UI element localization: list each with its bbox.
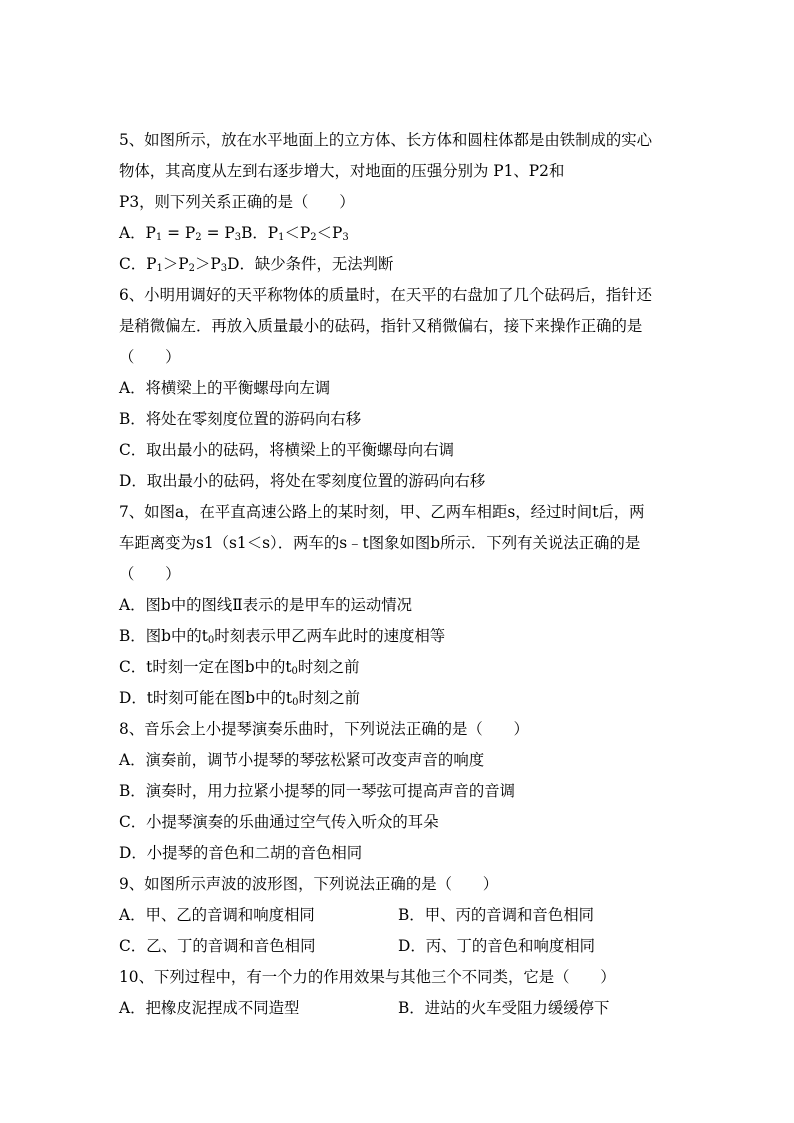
q10-option-b: B．进站的火车受阻力缓缓停下 (398, 999, 610, 1017)
q9-option-a: A．甲、乙的音调和响度相同 (119, 906, 315, 924)
q7-option-d: D．t时刻可能在图b中的$t_0$时刻之前 (119, 689, 361, 708)
q5-stem-line-3: P3，则下列关系正确的是（ ） (119, 193, 355, 211)
q6-option-b: B．将处在零刻度位置的游码向右移 (119, 410, 362, 428)
q10-stem: 10、下列过程中，有一个力的作用效果与其他三个不同类，它是（ ） (119, 968, 616, 986)
q8-option-d: D．小提琴的音色和二胡的音色相同 (119, 844, 363, 862)
q6-stem-line-3: （ ） (119, 348, 181, 366)
q8-option-c: C．小提琴演奏的乐曲通过空气传入听众的耳朵 (119, 813, 439, 831)
q9-option-c: C．乙、丁的音调和音色相同 (119, 937, 316, 955)
q8-option-a: A．演奏前，调节小提琴的琴弦松紧可改变声音的响度 (119, 751, 485, 769)
q5-stem-line-1: 5、如图所示，放在水平地面上的立方体、长方体和圆柱体都是由铁制成的实心 (119, 131, 653, 149)
q7-option-b: B．图b中的$t_0$时刻表示甲乙两车此时的速度相等 (119, 627, 446, 646)
q9-option-d: D．丙、丁的音色和响度相同 (398, 937, 596, 955)
q6-option-d: D．取出最小的砝码，将处在零刻度位置的游码向右移 (119, 472, 486, 490)
q6-option-c: C．取出最小的砝码，将横梁上的平衡螺母向右调 (119, 441, 454, 459)
q7-stem-line-2: 车距离变为s1（s1＜s）．两车的s﹣t图象如图b所示．下列有关说法正确的是 (119, 534, 641, 552)
q9-stem: 9、如图所示声波的波形图，下列说法正确的是（ ） (119, 875, 499, 893)
q9-option-b: B．甲、丙的音调和音色相同 (398, 906, 594, 924)
q6-stem-line-1: 6、小明用调好的天平称物体的质量时，在天平的右盘加了几个砝码后，指针还 (119, 286, 653, 304)
q5-stem-line-2: 物体，其高度从左到右逐步增大，对地面的压强分别为 P1、P2和 (119, 162, 565, 180)
q8-stem: 8、音乐会上小提琴演奏乐曲时，下列说法正确的是（ ） (119, 720, 529, 738)
q6-option-a: A．将横梁上的平衡螺母向左调 (119, 379, 331, 397)
q7-stem-line-1: 7、如图a，在平直高速公路上的某时刻，甲、乙两车相距s，经过时间t后，两 (119, 503, 645, 521)
q7-stem-line-3: （ ） (119, 565, 181, 583)
q5-options-ab: A．$P_1 = P_2 = P_3B$．$P_1<P_2<P_3$ (119, 224, 349, 243)
q7-option-c: C．t时刻一定在图b中的$t_0$时刻之前 (119, 658, 360, 677)
q8-option-b: B．演奏时，用力拉紧小提琴的同一琴弦可提高声音的音调 (119, 782, 516, 800)
q6-stem-line-2: 是稍微偏左．再放入质量最小的砝码，指针又稍微偏右，接下来操作正确的是 (119, 317, 643, 335)
q5-options-cd: C．$P_1>P_2>P_3D$．缺少条件，无法判断 (119, 255, 394, 274)
q7-option-a: A．图b中的图线Ⅱ表示的是甲车的运动情况 (119, 596, 413, 614)
q10-option-a: A．把橡皮泥捏成不同造型 (119, 999, 300, 1017)
